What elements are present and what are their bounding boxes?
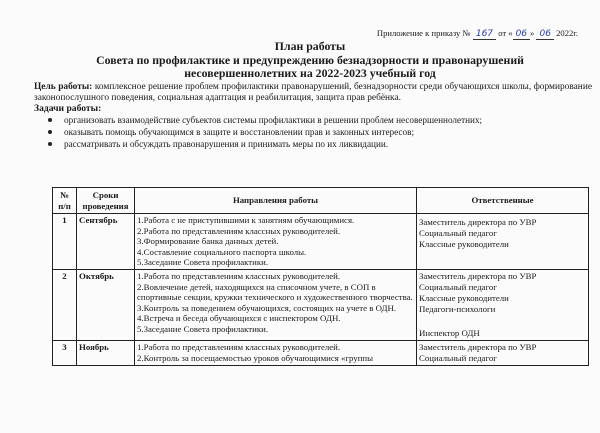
row-number: 1	[53, 214, 77, 270]
goal-paragraph	[34, 82, 592, 104]
goal-label: Цель работы:	[34, 82, 93, 92]
task-item: рассматривать и обсуждать правонарушения и принимать меры по их ликвидации.	[44, 138, 584, 150]
appendix-prefix: Приложение к приказу №	[376, 28, 471, 38]
header-num: № п/п	[53, 188, 77, 214]
row-responsible: Заместитель директора по УВР Социальный педагог	[417, 340, 589, 365]
plan-table	[52, 187, 589, 366]
task-item: организовать взаимодействие субъектов системы профилактики в решении проблем несовершеннолетних;	[44, 114, 584, 126]
header-responsible: Ответственные	[417, 188, 589, 214]
row-responsible: Заместитель директора по УВР Социальный педагог Классные руководители	[417, 214, 589, 270]
tasks-list	[44, 114, 584, 150]
header-direction: Направления работы	[135, 188, 417, 214]
row-work: 1.Работа по представлениям классных руководителей. 2.Вовлечение детей, находящихся на списочном учете, в СОП в спортивные секции, кружки технического и художественного творчества. 3.Контроль за поведением обучающихся, состоящих на учете в ОДН. 4.Встреча и беседа обучающихся с инспектором ОДН. 5.Заседание Совета профилактики.	[135, 269, 417, 340]
task-item: оказывать помощь обучающимся в защите и восстановлении прав и законных интересов;	[44, 126, 584, 138]
row-number: 3	[53, 340, 77, 365]
order-year: 2022г.	[556, 28, 578, 38]
appendix-from: от «	[498, 28, 513, 38]
title-line-1: План работы	[274, 39, 346, 53]
table-row	[53, 340, 589, 365]
table-row	[53, 214, 589, 270]
appendix-mid: »	[530, 28, 535, 38]
header-term: Сроки проведения	[77, 188, 135, 214]
title-line-3: несовершеннолетних на 2022-2023 учебный год	[184, 66, 436, 80]
goal-text: комплексное решение проблем профилактики правонарушений, безнадзорности среди обучающихся школы, формирование законопослушного поведения, социальная адаптация и реабилитация, защита прав ребёнка.	[34, 82, 592, 103]
order-month: 06	[536, 29, 553, 40]
row-month: Ноябрь	[77, 340, 135, 365]
row-month: Октябрь	[77, 269, 135, 340]
table-row	[53, 269, 589, 340]
order-day: 06	[513, 29, 530, 40]
row-number: 2	[53, 269, 77, 340]
row-month: Сентябрь	[77, 214, 135, 270]
appendix-note	[377, 28, 578, 39]
row-responsible: Заместитель директора по УВР Социальный педагог Классные руководители Педагоги-психологи Инспектор ОДН	[417, 269, 589, 340]
title-line-2: Совета по профилактике и предупреждению безнадзорности и правонарушений	[96, 52, 524, 67]
row-work: 1.Работа с не приступившими к занятиям обучающимися. 2.Работа по представлениям классных руководителей. 3.Формирование банка данных детей. 4.Составление социального паспорта школы. 5.Заседание Совета профилактики.	[135, 214, 417, 270]
order-number: 167	[473, 29, 496, 40]
document-title	[30, 40, 590, 81]
row-work: 1.Работа по представлениям классных руководителей. 2.Контроль за посещаемостью уроков обучающимися «группы	[135, 340, 417, 365]
tasks-title: Задачи работы:	[34, 103, 102, 114]
